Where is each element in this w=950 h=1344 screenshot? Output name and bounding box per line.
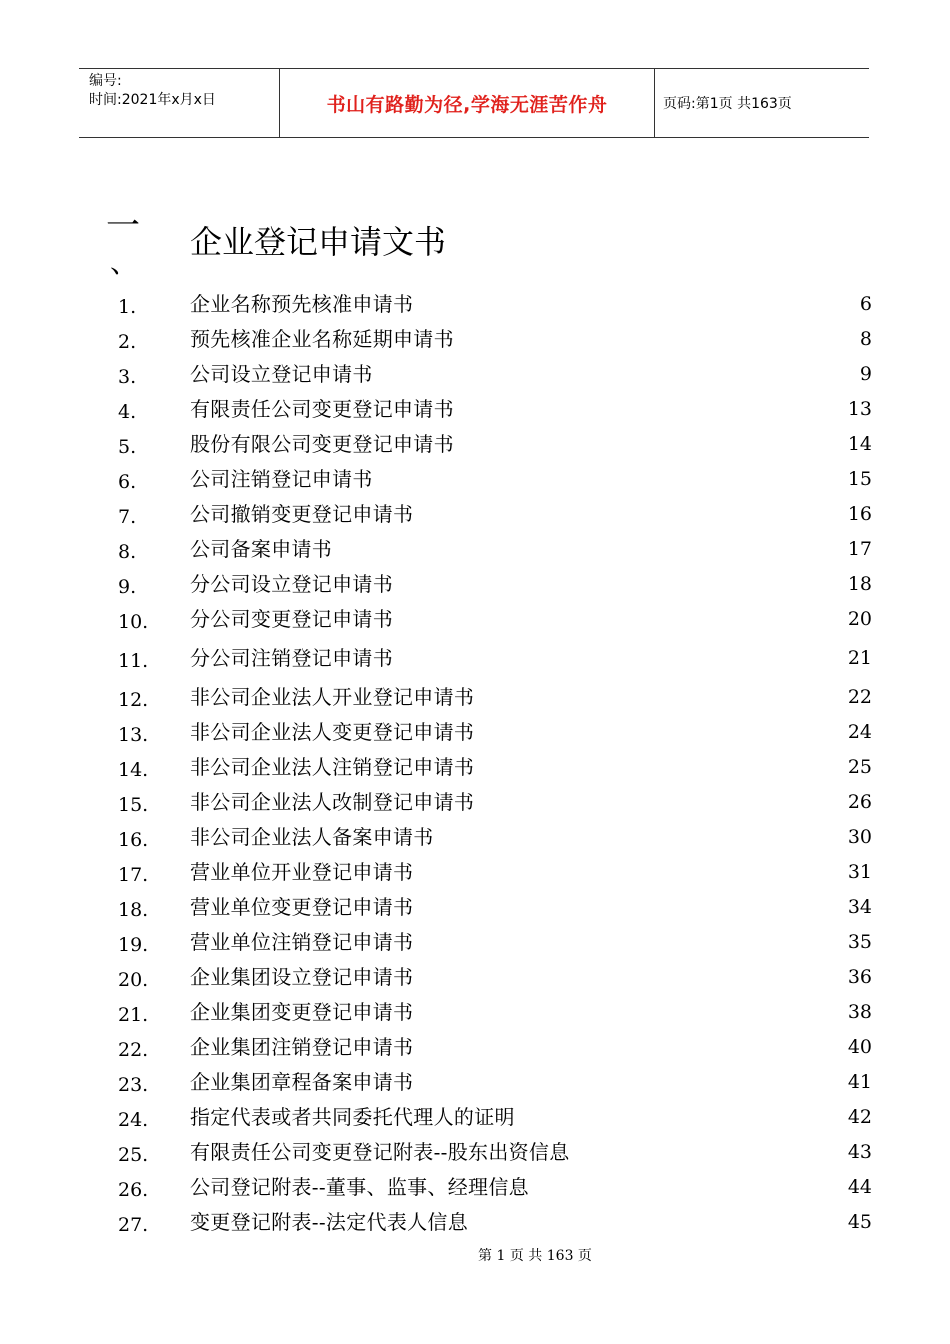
toc-entry-page: 25 [847, 756, 872, 778]
section-comma: 、 [110, 246, 139, 279]
toc-entry-page: 20 [847, 608, 872, 630]
toc-entry-number: 10. [118, 611, 149, 633]
toc-entry-page: 41 [847, 1071, 872, 1093]
toc-entry-title: 企业集团变更登记申请书 [190, 1000, 414, 1024]
toc-entry-number: 21. [118, 1004, 149, 1026]
toc-entry [0, 821, 950, 851]
toc-entry-title: 非公司企业法人变更登记申请书 [190, 720, 475, 744]
toc-entry-page: 6 [859, 293, 872, 315]
header-page-info: 页码:第1页 共163页 [663, 96, 792, 112]
toc-entry-title: 指定代表或者共同委托代理人的证明 [190, 1105, 515, 1129]
toc-entry-page: 43 [847, 1141, 872, 1163]
toc-entry [0, 1101, 950, 1131]
toc-entry-page: 8 [859, 328, 872, 350]
toc-entry-number: 26. [118, 1179, 149, 1201]
toc-entry-page: 26 [847, 791, 872, 813]
toc-entry [0, 358, 950, 388]
toc-entry [0, 681, 950, 711]
toc-entry [0, 463, 950, 493]
toc-entry-number: 11. [118, 650, 149, 672]
toc-entry-number: 3. [118, 366, 137, 388]
toc-entry-title: 企业集团注销登记申请书 [190, 1035, 414, 1059]
toc-entry-title: 预先核准企业名称延期申请书 [190, 327, 454, 351]
toc-entry-page: 36 [847, 966, 872, 988]
toc-entry-title: 公司撤销变更登记申请书 [190, 502, 414, 526]
page-footer: 第 1 页 共 163 页 [478, 1248, 592, 1264]
toc-entry [0, 751, 950, 781]
toc-entry-page: 22 [847, 686, 872, 708]
toc-entry-page: 24 [847, 721, 872, 743]
toc-entry-number: 6. [118, 471, 137, 493]
toc-entry-number: 15. [118, 794, 149, 816]
toc-entry-number: 2. [118, 331, 137, 353]
toc-entry [0, 926, 950, 956]
toc-entry-page: 18 [847, 573, 872, 595]
toc-entry-title: 变更登记附表--法定代表人信息 [190, 1210, 469, 1234]
toc-entry-number: 14. [118, 759, 149, 781]
toc-entry-title: 企业名称预先核准申请书 [190, 292, 414, 316]
toc-entry [0, 786, 950, 816]
code-label: 编号: [89, 73, 122, 89]
toc-entry [0, 1206, 950, 1236]
toc-entry-number: 22. [118, 1039, 149, 1061]
toc-entry-page: 35 [847, 931, 872, 953]
toc-entry-title: 有限责任公司变更登记申请书 [190, 397, 454, 421]
toc-entry-number: 1. [118, 296, 137, 318]
header-motto: 书山有路勤为径,学海无涯苦作舟 [280, 69, 655, 137]
toc-entry [0, 642, 950, 672]
toc-entry-title: 营业单位开业登记申请书 [190, 860, 414, 884]
toc-entry-page: 31 [847, 861, 872, 883]
toc-entry-title: 非公司企业法人注销登记申请书 [190, 755, 475, 779]
toc-entry-title: 非公司企业法人改制登记申请书 [190, 790, 475, 814]
toc-entry-title: 分公司设立登记申请书 [190, 572, 393, 596]
toc-entry-number: 25. [118, 1144, 149, 1166]
toc-entry-number: 13. [118, 724, 149, 746]
toc-entry-number: 19. [118, 934, 149, 956]
time-label: 时间:2021年x月x日 [89, 92, 216, 108]
toc-entry-number: 27. [118, 1214, 149, 1236]
toc-entry-page: 17 [847, 538, 872, 560]
toc-entry-title: 公司注销登记申请书 [190, 467, 373, 491]
section-number: 一 [106, 206, 140, 246]
toc-entry [0, 603, 950, 633]
toc-entry [0, 1066, 950, 1096]
toc-entry-page: 45 [847, 1211, 872, 1233]
toc-entry [0, 568, 950, 598]
toc-entry-page: 15 [847, 468, 872, 490]
toc-entry-page: 44 [847, 1176, 872, 1198]
toc-entry-title: 有限责任公司变更登记附表--股东出资信息 [190, 1140, 570, 1164]
toc-entry-title: 分公司变更登记申请书 [190, 607, 393, 631]
toc-entry-page: 21 [847, 647, 872, 669]
toc-entry [0, 996, 950, 1026]
toc-entry-number: 4. [118, 401, 137, 423]
toc-entry [0, 428, 950, 458]
toc-entry [0, 961, 950, 991]
toc-entry-title: 非公司企业法人备案申请书 [190, 825, 434, 849]
toc-entry-title: 公司登记附表--董事、监事、经理信息 [190, 1175, 529, 1199]
toc-entry-number: 7. [118, 506, 137, 528]
toc-entry-page: 42 [847, 1106, 872, 1128]
toc-entry-title: 分公司注销登记申请书 [190, 646, 393, 670]
toc-entry [0, 393, 950, 423]
toc-entry-number: 12. [118, 689, 149, 711]
toc-entry-page: 40 [847, 1036, 872, 1058]
section-title: 企业登记申请文书 [190, 223, 447, 261]
toc-entry-title: 营业单位变更登记申请书 [190, 895, 414, 919]
toc-entry-page: 16 [847, 503, 872, 525]
toc-entry-number: 16. [118, 829, 149, 851]
toc-entry-number: 9. [118, 576, 137, 598]
toc-entry-title: 股份有限公司变更登记申请书 [190, 432, 454, 456]
toc-entry-page: 34 [847, 896, 872, 918]
toc-entry-title: 营业单位注销登记申请书 [190, 930, 414, 954]
toc-entry-title: 企业集团章程备案申请书 [190, 1070, 414, 1094]
toc-entry [0, 533, 950, 563]
toc-entry [0, 1171, 950, 1201]
toc-entry-title: 公司设立登记申请书 [190, 362, 373, 386]
toc-entry [0, 891, 950, 921]
toc-entry [0, 716, 950, 746]
toc-entry-page: 9 [859, 363, 872, 385]
toc-entry-number: 23. [118, 1074, 149, 1096]
toc-entry [0, 1031, 950, 1061]
toc-entry-title: 非公司企业法人开业登记申请书 [190, 685, 475, 709]
toc-entry-number: 24. [118, 1109, 149, 1131]
toc-entry-title: 公司备案申请书 [190, 537, 333, 561]
toc-entry-page: 30 [847, 826, 872, 848]
toc-entry-number: 20. [118, 969, 149, 991]
toc-entry [0, 1136, 950, 1166]
toc-entry-title: 企业集团设立登记申请书 [190, 965, 414, 989]
toc-entry-number: 18. [118, 899, 149, 921]
toc-entry-page: 38 [847, 1001, 872, 1023]
toc-entry [0, 323, 950, 353]
toc-entry [0, 288, 950, 318]
toc-entry [0, 498, 950, 528]
toc-entry-number: 8. [118, 541, 137, 563]
toc-entry-page: 13 [847, 398, 872, 420]
toc-entry-number: 17. [118, 864, 149, 886]
toc-entry-page: 14 [847, 433, 872, 455]
toc-entry-number: 5. [118, 436, 137, 458]
toc-entry [0, 856, 950, 886]
